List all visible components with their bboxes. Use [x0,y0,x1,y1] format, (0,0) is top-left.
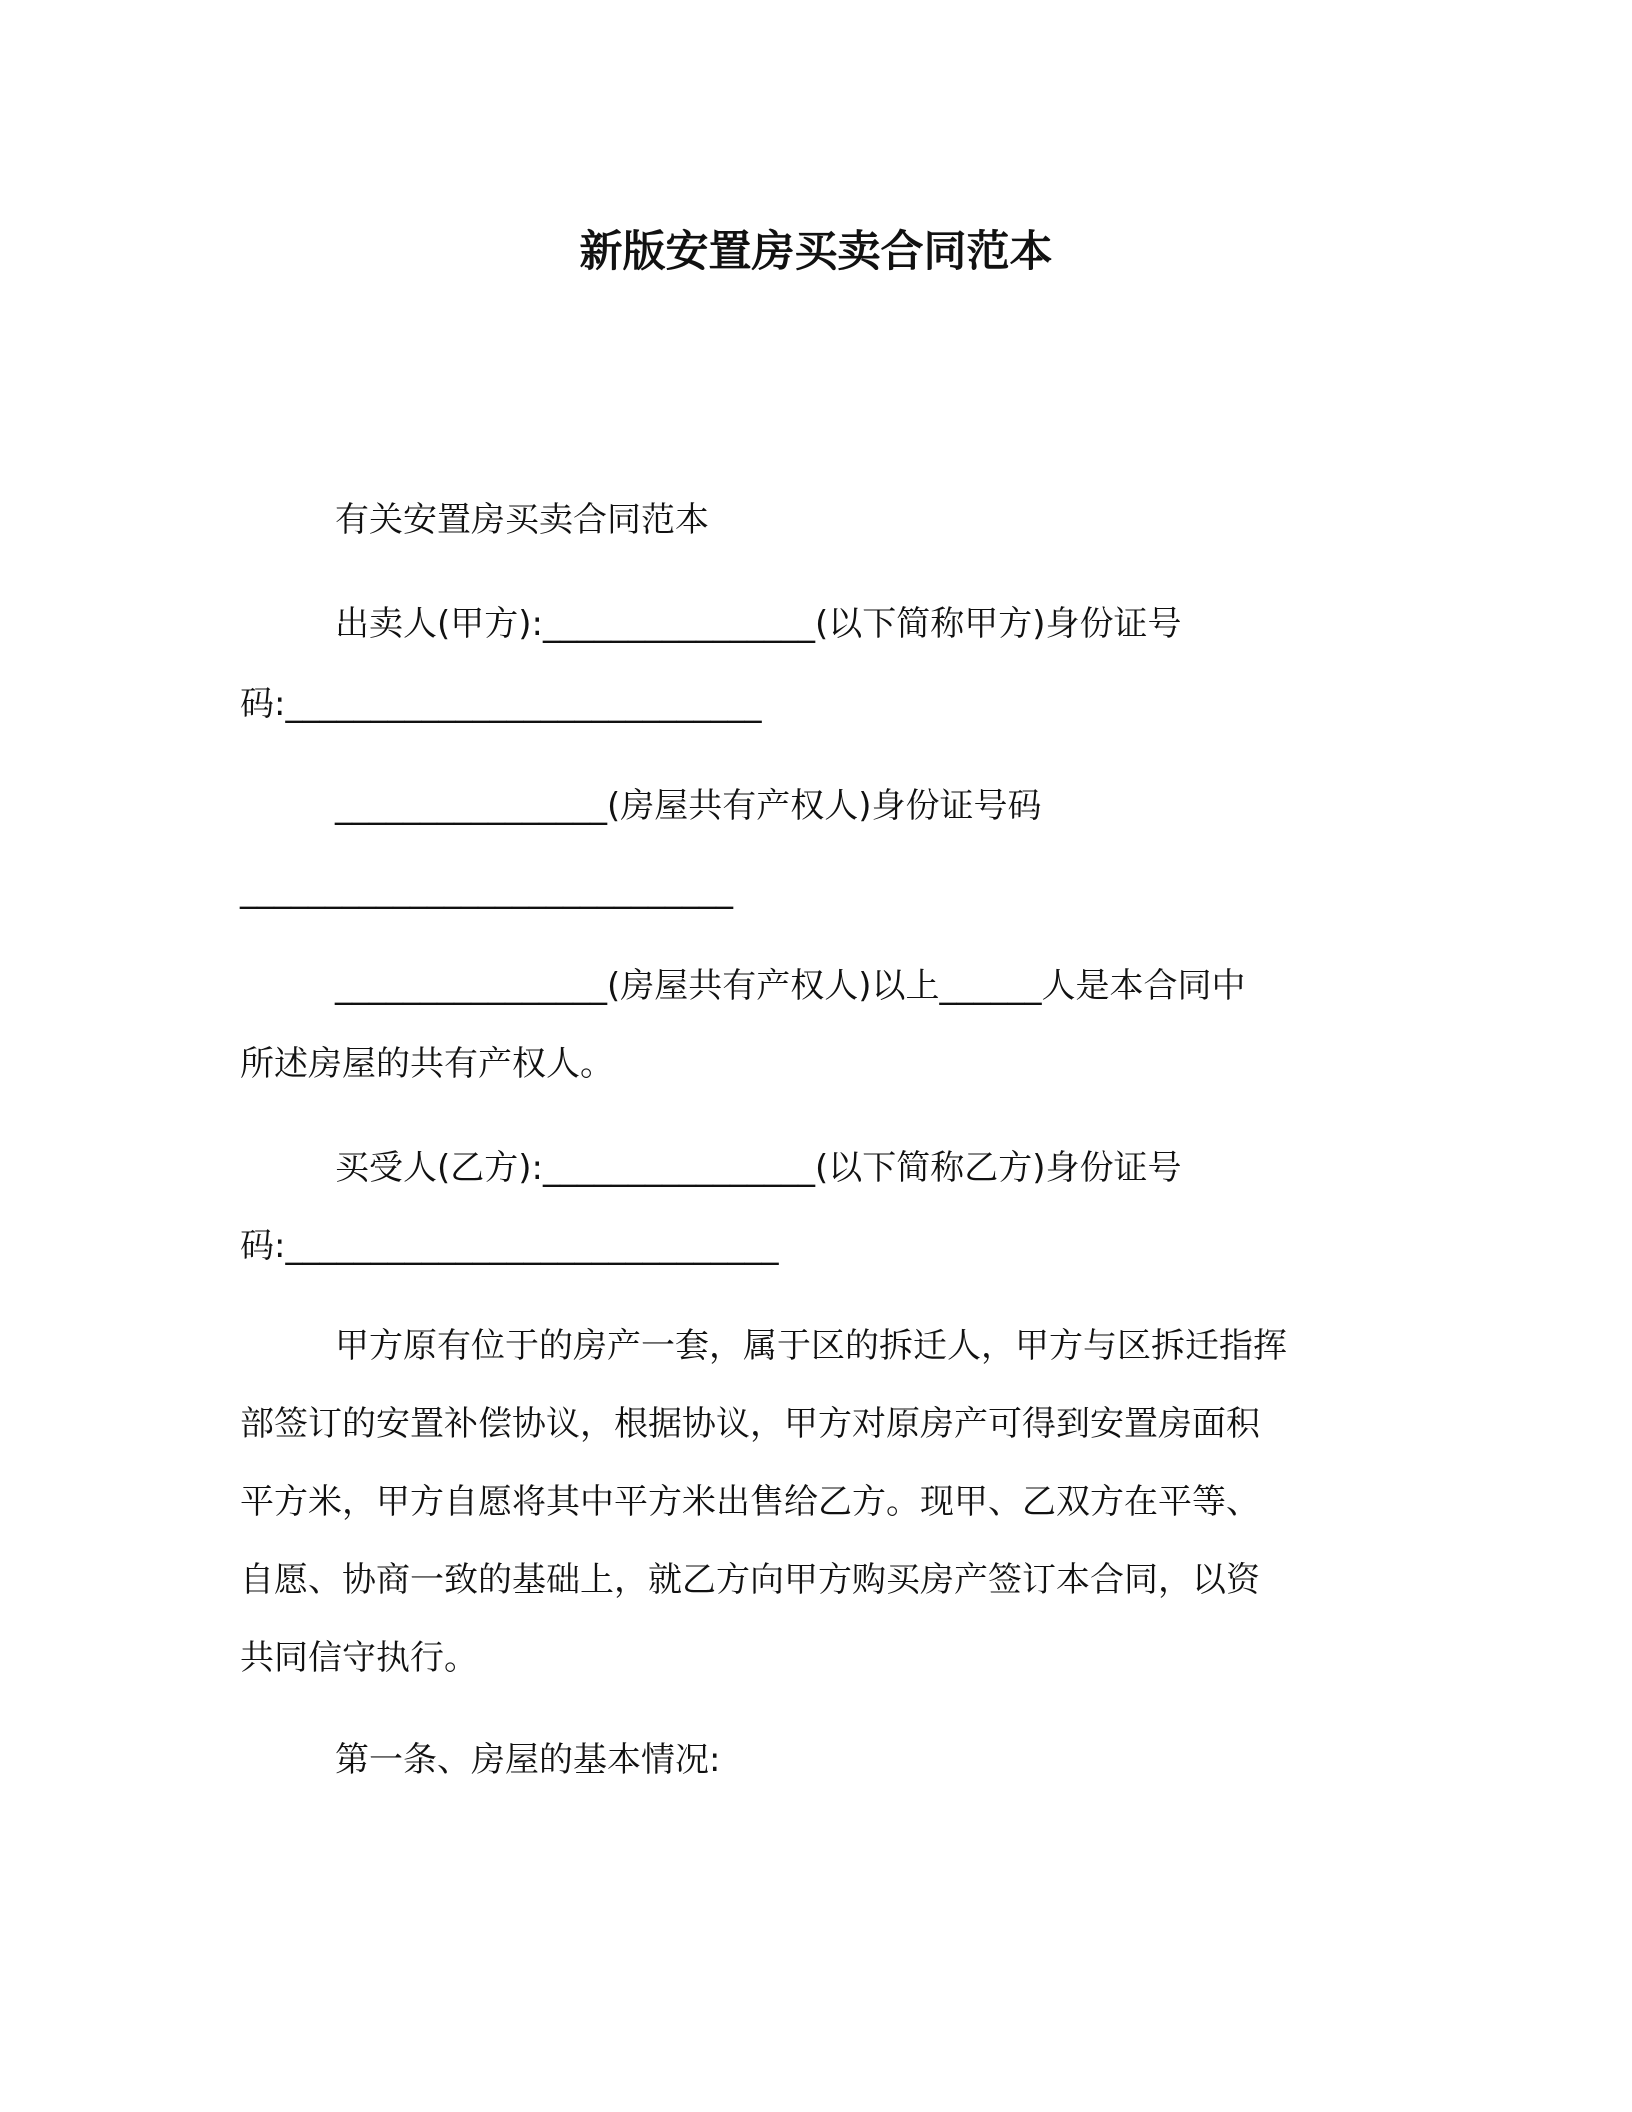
body-paragraph-line-1: 甲方原有位于的房产一套，属于区的拆迁人，甲方与区拆迁指挥 [335,1326,1287,1366]
seller-id-line: 码:____________________________ [240,684,762,724]
co-owner-line-1: ________________(房屋共有产权人)身份证号码 [335,786,1042,826]
seller-line: 出卖人(甲方):________________(以下简称甲方)身份证号 [335,604,1182,644]
buyer-line: 买受人(乙方):________________(以下简称乙方)身份证号 [335,1148,1182,1188]
document-title: 新版安置房买卖合同范本 [579,227,1053,277]
subtitle-line: 有关安置房买卖合同范本 [335,500,709,540]
body-paragraph-line-2: 部签订的安置补偿协议，根据协议，甲方对原房产可得到安置房面积 [240,1404,1260,1444]
article-one-heading: 第一条、房屋的基本情况: [335,1740,721,1780]
body-paragraph-line-3: 平方米，甲方自愿将其中平方米出售给乙方。现甲、乙双方在平等、 [240,1482,1260,1522]
co-owner-line-2-cont: 所述房屋的共有产权人。 [240,1044,614,1084]
body-paragraph-line-5: 共同信守执行。 [240,1638,478,1678]
body-paragraph-line-4: 自愿、协商一致的基础上，就乙方向甲方购买房产签订本合同，以资 [240,1560,1260,1600]
co-owner-id-line-1: _____________________________ [240,870,733,910]
co-owner-line-2: ________________(房屋共有产权人)以上______人是本合同中 [335,966,1246,1006]
buyer-id-line: 码:_____________________________ [240,1226,779,1266]
